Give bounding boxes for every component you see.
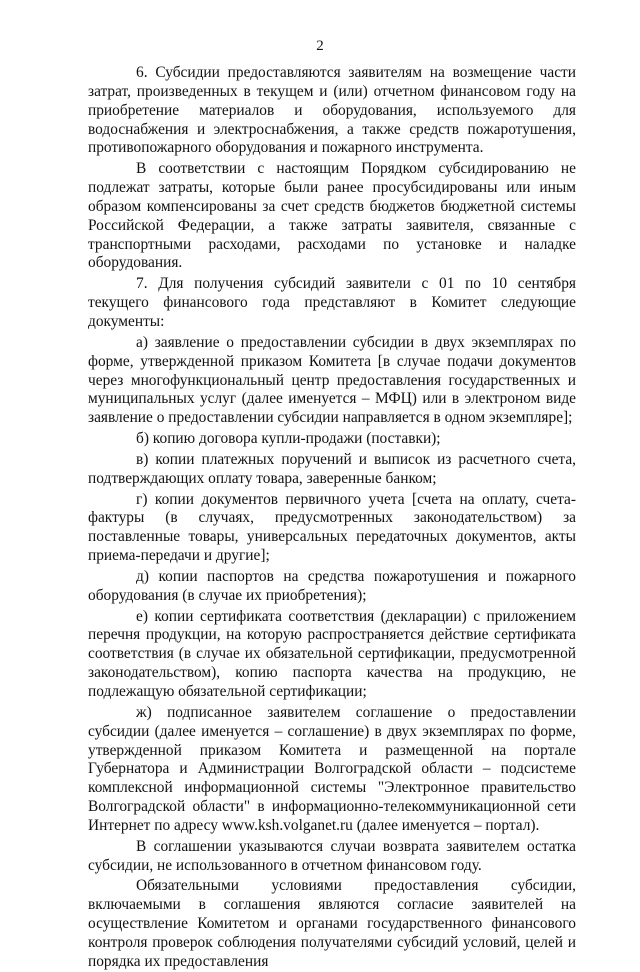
- paragraph-not-subsidized-costs: В соответствии с настоящим Порядком субсидированию не подлежат затраты, которые были ранее просубсидированы или иным образом компенсированы за счет средств бюджетов бюджетной системы Российской Федерации, а также затраты заявителя, связанные с транспортными расходами, расходами по установке и наладке оборудования.: [88, 160, 576, 272]
- paragraph-subitem-zh: ж) подписанное заявителем соглашение о предоставлении субсидии (далее именуется – соглашение) в двух экземплярах по форме, утвержденной приказом Комитета и размещенной на портале Губернатора и Администрации Волгоградской области – подсистеме комплексной информационной системы "Электронное правительство Волгоградской области" в информационно-телекоммуникационной сети Интернет по адресу www.ksh.volganet.ru (далее именуется – портал).: [88, 703, 576, 834]
- paragraph-item-7-documents: 7. Для получения субсидий заявители с 01 по 10 сентября текущего финансового года представляют в Комитет следующие документы:: [88, 275, 576, 330]
- paragraph-subitem-e: е) копии сертификата соответствия (декларации) с приложением перечня продукции, на которую распространяется действие сертификата соответствия (в случае их обязательной сертификации, предусмотренной законодательством), копию паспорта качества на продукцию, не подлежащую обязательной сертификации;: [88, 607, 576, 700]
- paragraph-subitem-a: а) заявление о предоставлении субсидии в двух экземплярах по форме, утвержденной приказом Комитета [в случае подачи документов через многофункциональный центр предоставления государственных и муниципальных услуг (далее именуется – МФЦ) или в электроном виде заявление о предоставлении субсидии направляется в одном экземпляре];: [88, 333, 576, 427]
- paragraph-agreement-return: В соглашении указываются случаи возврата заявителем остатка субсидии, не использованного в отчетном финансовом году.: [88, 837, 576, 874]
- paragraph-subitem-d: д) копии паспортов на средства пожаротушения и пожарного оборудования (в случае их приобретения);: [88, 567, 576, 604]
- paragraph-subitem-b: б) копию договора купли-продажи (поставки);: [136, 430, 441, 448]
- paragraph-mandatory-conditions: Обязательными условиями предоставления субсидии, включаемыми в соглашения являются согласие заявителей на осуществление Комитетом и органами государственного финансового контроля проверок соблюдения получателями субсидий условий, целей и порядка их предоставления: [88, 877, 576, 970]
- paragraph-subitem-g: г) копии документов первичного учета [счета на оплату, счета-фактуры (в случаях, предусмотренных законодательством) за поставленные товары, универсальных передаточных документов, акты приема-передачи и другие];: [88, 490, 576, 565]
- paragraph-item-6-subsidies: 6. Субсидии предоставляются заявителям на возмещение части затрат, произведенных в текущем и (или) отчетном финансовом году на приобретение материалов и оборудования, используемого для водоснабжения и электроснабжения, а также средств пожаротушения, противопожарного оборудования и пожарного инструмента.: [88, 64, 576, 157]
- paragraph-subitem-v: в) копии платежных поручений и выписок из расчетного счета, подтверждающих оплату товара, заверенные банком;: [88, 450, 576, 487]
- document-body: [88, 64, 576, 972]
- page-number: 2: [316, 38, 324, 54]
